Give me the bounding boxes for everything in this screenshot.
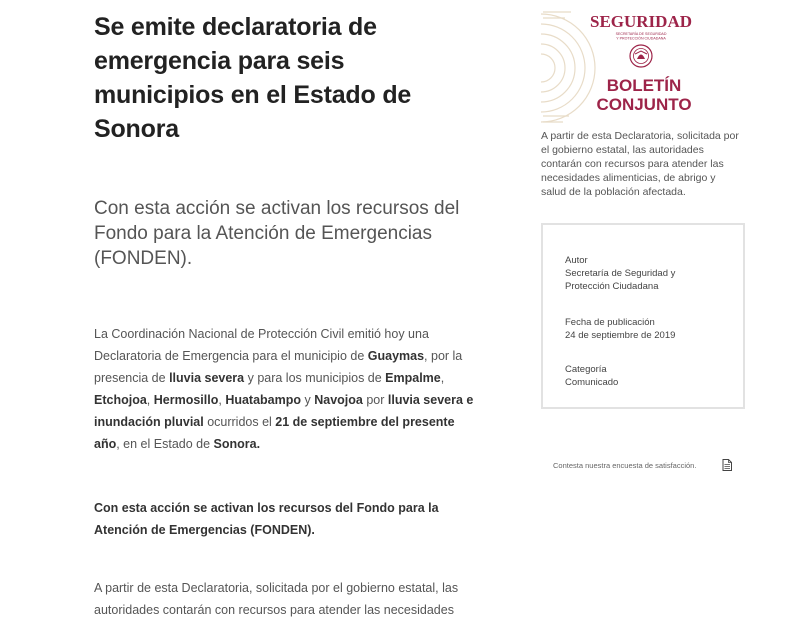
text-segment: , en el Estado de (116, 437, 214, 451)
text-segment: , por la presencia de (94, 349, 463, 385)
date-label: Fecha de publicación (565, 317, 655, 328)
text-segment: y (301, 393, 315, 407)
text-segment: ocurridos el (203, 415, 276, 429)
category-value: Comunicado (565, 377, 619, 388)
decorative-pattern (541, 12, 595, 122)
article-paragraph-1 (94, 323, 474, 455)
text-segment: y para los municipios de (244, 371, 386, 385)
article-main (94, 10, 474, 621)
category-label: Categoría (565, 364, 607, 375)
bold-segment: lluvia severa (169, 371, 245, 385)
bold-segment: Sonora. (213, 437, 261, 451)
bulletin-org: SEGURIDAD (589, 12, 693, 31)
bulletin-title-line-2: CONJUNTO (596, 95, 692, 114)
article-title: Se emite declaratoria de emergencia para seis municipios en el Estado de Sonora (94, 13, 412, 143)
date-value: 24 de septiembre de 2019 (565, 330, 676, 341)
author-block (565, 254, 695, 293)
bulletin-graphic (541, 8, 711, 123)
text-segment: , (146, 393, 154, 407)
survey-link[interactable]: Contesta nuestra encuesta de satisfacción. (553, 461, 697, 470)
metadata-card (541, 223, 745, 409)
bold-paragraph-text: Con esta acción se activan los recursos del Fondo para la Atención de Emergencias (FONDEN). (94, 501, 439, 537)
bold-segment: Hermosillo (153, 393, 219, 407)
text-segment: La Coordinación Nacional de Protección Civil emitió hoy una Declaratoria de Emergencia para el municipio de (94, 327, 429, 363)
category-block (565, 363, 618, 389)
document-icon[interactable] (722, 459, 732, 471)
bold-segment: Huatabampo (225, 393, 302, 407)
bold-segment: Empalme (385, 371, 441, 385)
bulletin-caption: A partir de esta Declaratoria, solicitada por el gobierno estatal, las autoridades contarán con recursos para atender las necesidades alimenticias, de abrigo y salud de la población afectada. (541, 130, 739, 198)
sidebar (541, 8, 741, 199)
bulletin-image (541, 8, 711, 123)
article-paragraph-2 (94, 497, 474, 541)
text-segment: por (362, 393, 388, 407)
text-segment: , (218, 393, 226, 407)
article-lead: Con esta acción se activan los recursos del Fondo para la Atención de Emergencias (FONDEN). (94, 198, 460, 269)
text-segment: , (440, 371, 445, 385)
article-paragraph-3: A partir de esta Declaratoria, solicitada por el gobierno estatal, las autoridades contarán con recursos para atender las necesidades (94, 581, 459, 617)
bold-segment: Guaymas (367, 349, 425, 363)
bold-segment: Etchojoa (94, 393, 147, 407)
bold-segment: lluvia severa e inundación pluvial (94, 393, 474, 429)
bold-segment: Navojoa (314, 393, 363, 407)
author-value: Secretaría de Seguridad y Protección Ciudadana (565, 268, 676, 292)
eagle-emblem-icon (630, 45, 652, 67)
date-block (565, 316, 675, 342)
bold-segment: 21 de septiembre del presente año (94, 415, 455, 451)
author-label: Autor (565, 255, 588, 266)
bulletin-org-sub-1: SECRETARÍA DE SEGURIDAD (615, 32, 667, 36)
bulletin-org-sub-2: Y PROTECCIÓN CIUDADANA (616, 36, 666, 41)
bulletin-title-line-1: BOLETÍN (606, 76, 682, 95)
